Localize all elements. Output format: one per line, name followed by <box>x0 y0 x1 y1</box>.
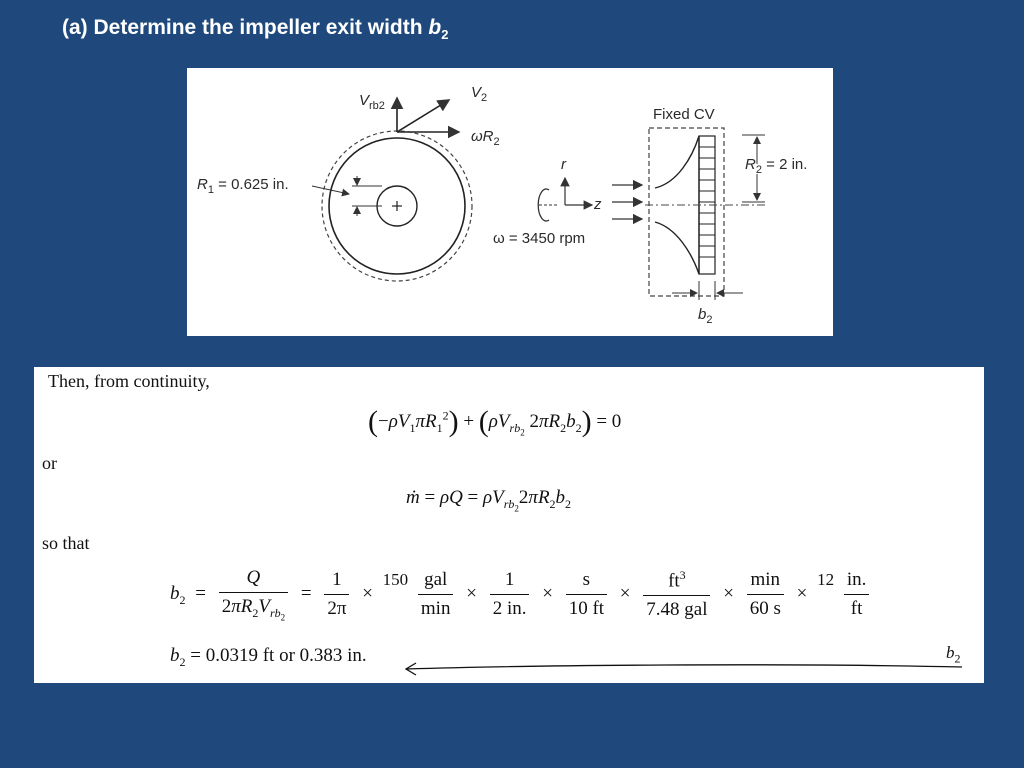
fraction-gal-per-min: $\frac{\text{gal}}{\min}$ <box>418 569 454 620</box>
slide-title <box>62 16 448 42</box>
slide-title-sub: 2 <box>441 27 449 43</box>
z-axis-label: z <box>594 196 602 213</box>
fraction-one-over-2in: $\frac{1}{2 in.}$ <box>490 569 530 620</box>
omega-value-label: ω = 3450 rpm <box>493 230 586 247</box>
answer-arrow <box>34 367 984 683</box>
mass-flow-equation: ṁ = $\rho Q = \rho V_{rb_2}2\pi R_2b_2$ <box>406 487 572 514</box>
slide-title-var: b <box>428 16 442 39</box>
fraction-in-per-ft: $\frac{in.}{ft}$ <box>844 569 870 620</box>
continuity-intro: Then, from continuity, <box>48 371 210 391</box>
b2-calculation: $b_2$ = $\frac{Q}{2\pi R_2V_{rb_2}}$ = $\frac{1}{2\pi}$ × 150 $\frac{\text{gal}}{\min}$ × $\frac{1}{2 in.}$ × $\frac{s}{10 ft}$ × $\frac{ft^3}{\text{7.48 gal}}$ × $\frac{\min}{60 s}$ × 12 $\frac{in.}{ft}$ <box>170 567 872 622</box>
continuity-equation: $(-\rho V_1\pi R_1^2) + (\rho V_{rb_2}$ $2\pi R_2b_2) = 0$ <box>368 405 622 438</box>
v2-label: $V_2$ <box>471 84 488 104</box>
v2-arrow <box>397 100 449 132</box>
or-text: or <box>42 453 57 473</box>
value-150: 150 <box>382 569 409 589</box>
omega-r2-label: $\omega R_2$ <box>471 128 500 148</box>
so-that-text: so that <box>42 533 90 553</box>
solution-panel <box>34 367 984 683</box>
fraction-one-over-2pi: $\frac{1}{2\pi}$ <box>324 569 349 620</box>
r-axis-label: r <box>561 156 566 173</box>
b2-label: $b_2$ <box>698 306 713 326</box>
impeller-figure <box>187 68 833 336</box>
b2-result: $b_2 = 0.0319$ ft or 0.383 in. <box>170 645 367 669</box>
fraction-ft3-per-gal: $\frac{ft^3}{\text{7.48 gal}}$ <box>643 568 710 621</box>
r2-label: $R_2 = 2$ in. <box>745 156 808 176</box>
value-12: 12 <box>817 569 835 589</box>
vrb2-label: $V_{rb2}$ <box>359 92 385 112</box>
fraction-q-over-flow: $\frac{Q}{2\pi R_2V_{rb_2}}$ <box>219 567 288 622</box>
slide-title-text: (a) Determine the impeller exit width <box>62 16 429 39</box>
impeller-diagram <box>187 68 833 336</box>
fraction-s-over-10ft: $\frac{s}{10 ft}$ <box>566 569 607 620</box>
r1-label: $R_1 = 0.625$ in. <box>197 176 289 196</box>
fixed-cv-label: Fixed CV <box>653 106 715 123</box>
fraction-min-per-60s: $\frac{\min}{60 s}$ <box>747 569 784 620</box>
answer-label: $b_2$ <box>946 643 961 666</box>
fixed-cv-box <box>649 128 724 296</box>
